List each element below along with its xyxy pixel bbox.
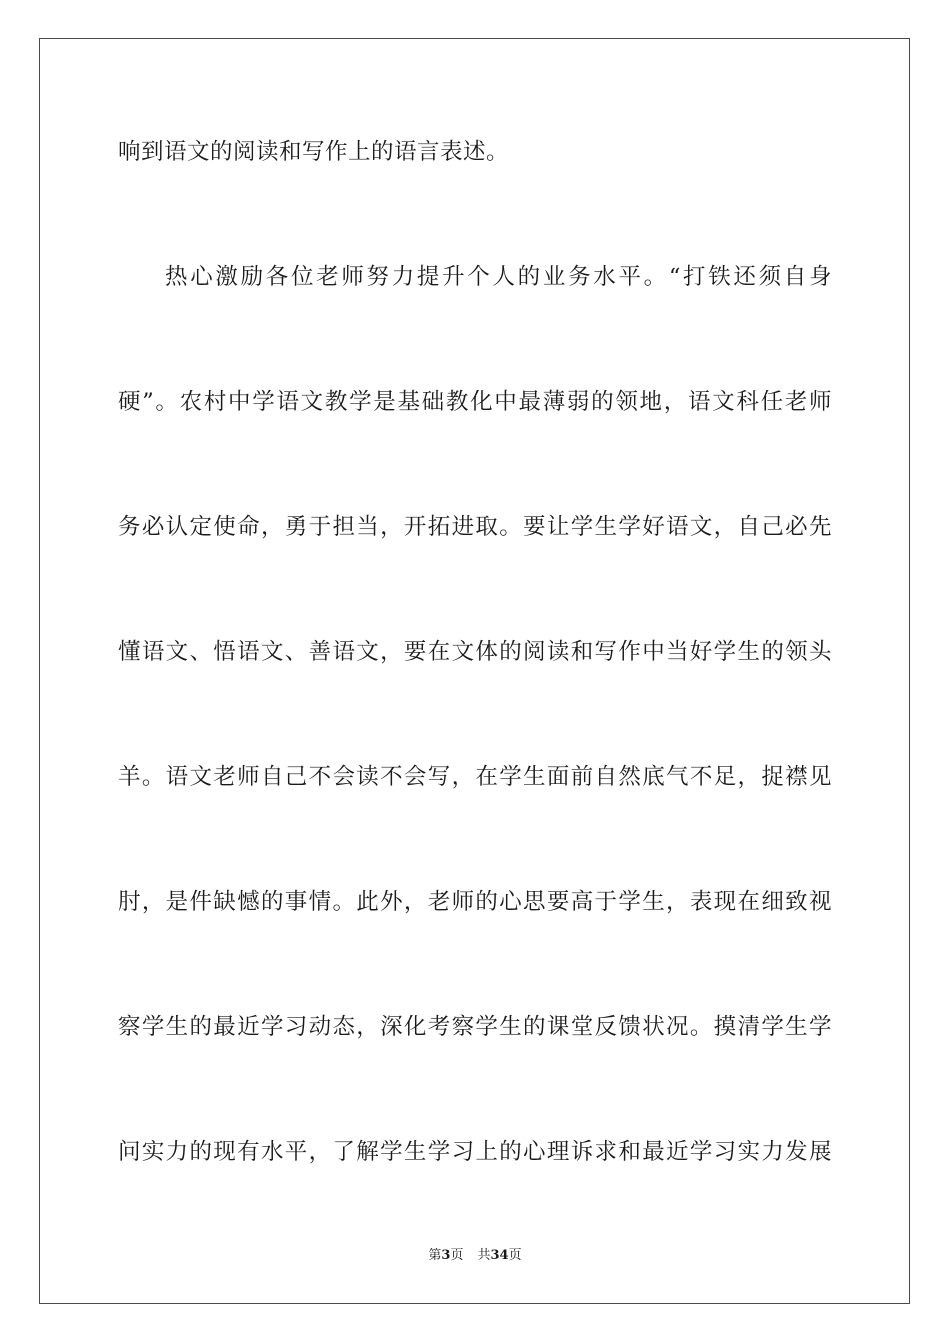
paragraph-line-7: 肘，是件缺憾的事情。此外，老师的心思要高于学生，表现在细致视 bbox=[118, 889, 832, 915]
page-label-prefix: 第 bbox=[428, 1248, 442, 1263]
paragraph-line-5: 懂语文、悟语文、善语文，要在文体的阅读和写作中当好学生的领头 bbox=[118, 639, 832, 665]
paragraph-line-8: 察学生的最近学习动态，深化考察学生的课堂反馈状况。摸清学生学 bbox=[118, 1014, 832, 1040]
page-border bbox=[39, 38, 910, 1304]
paragraph-line-2: 热心激励各位老师努力提升个人的业务水平。“打铁还须自身 bbox=[165, 264, 832, 290]
total-page-count: 34 bbox=[490, 1248, 509, 1263]
total-label-prefix: 共 bbox=[477, 1248, 491, 1263]
paragraph-line-3: 硬”。农村中学语文教学是基础教化中最薄弱的领地，语文科任老师 bbox=[118, 389, 832, 415]
total-label-suffix: 页 bbox=[508, 1248, 522, 1263]
paragraph-line-4: 务必认定使命，勇于担当，开拓进取。要让学生学好语文，自己必先 bbox=[118, 514, 832, 540]
page-footer bbox=[0, 1247, 950, 1265]
paragraph-line-9: 问实力的现有水平，了解学生学习上的心理诉求和最近学习实力发展 bbox=[118, 1139, 832, 1165]
page-label-suffix: 页 bbox=[450, 1248, 464, 1263]
current-page-number: 3 bbox=[441, 1248, 451, 1263]
paragraph-line-6: 羊。语文老师自己不会读不会写，在学生面前自然底气不足，捉襟见 bbox=[118, 764, 832, 790]
paragraph-line-1: 响到语文的阅读和写作上的语言表述。 bbox=[118, 139, 510, 165]
